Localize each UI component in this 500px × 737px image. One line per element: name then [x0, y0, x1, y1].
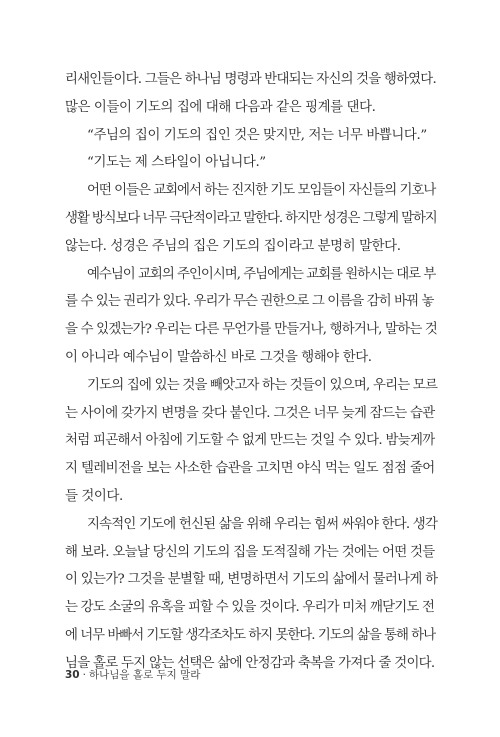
page-footer	[65, 667, 200, 682]
page-number: 30	[65, 669, 80, 681]
running-title: 하나님을 홀로 두지 말라	[88, 669, 201, 681]
text-line: 지속적인 기도에 헌신된 삶을 위해 우리는 힘써 싸워야 한다. 생각	[87, 516, 438, 532]
text-line: 해 보라. 오늘날 당신의 기도의 집을 도적질해 가는 것에는 어떤 것들	[65, 544, 435, 560]
text-line: 들 것이다.	[65, 488, 123, 504]
text-line: 예수님이 교회의 주인이시며, 주님에게는 교회를 원하시는 대로 부	[87, 266, 436, 282]
text-line: 지 텔레비전을 보는 사소한 습관을 고치면 야식 먹는 일도 점점 줄어	[65, 461, 435, 477]
text-line: 처럼 피곤해서 아침에 기도할 수 없게 만드는 것일 수 있다. 밤늦게까	[65, 433, 435, 449]
text-line: 리새인들이다. 그들은 하나님 명령과 반대되는 자신의 것을 행하였다.	[65, 72, 436, 87]
text-line: 생활 방식보다 너무 극단적이라고 말한다. 하지만 성경은 그렇게 말하지	[65, 210, 437, 226]
footer-separator: ·	[82, 669, 86, 681]
text-line: 이 아니라 예수님이 말씀하신 바로 그것을 행해야 한다.	[65, 349, 372, 365]
text-line: 을 수 있겠는가? 우리는 다른 무언가를 만들거나, 행하거나, 말하는 것	[65, 322, 438, 338]
text-line: 않는다. 성경은 주님의 집은 기도의 집이라고 분명히 말한다.	[65, 238, 401, 254]
text-line: 어떤 이들은 교회에서 하는 진지한 기도 모임들이 자신들의 기호나	[87, 183, 436, 199]
text-line: 에 너무 바빠서 기도할 생각조차도 하지 못한다. 기도의 삶을 통해 하나	[65, 627, 436, 643]
page-body	[65, 66, 437, 678]
text-line: 많은 이들이 기도의 집에 대해 다음과 같은 핑계를 댄다.	[65, 99, 376, 115]
text-line: 이 있는가? 그것을 분별할 때, 변명하면서 기도의 삶에서 물러나게 하	[65, 572, 438, 588]
text-line: 는 사이에 갖가지 변명을 갖다 붙인다. 그것은 너무 늦게 잠드는 습관	[65, 405, 435, 421]
text-line: “기도는 제 스타일이 아닙니다.”	[87, 155, 266, 171]
text-line: “주님의 집이 기도의 집인 것은 맞지만, 저는 너무 바쁩니다.”	[87, 127, 427, 143]
text-line: 는 강도 소굴의 유혹을 피할 수 있을 것이다. 우리가 미처 깨닫기도 전	[65, 600, 435, 616]
text-line: 를 수 있는 권리가 있다. 우리가 무슨 권한으로 그 이름을 감히 바꿔 놓	[65, 294, 434, 310]
text-line: 기도의 집에 있는 것을 빼앗고자 하는 것들이 있으며, 우리는 모르	[87, 377, 438, 393]
text-line: 님을 홀로 두지 않는 선택은 삶에 안정감과 축복을 가져다 줄 것이다.	[65, 655, 435, 671]
